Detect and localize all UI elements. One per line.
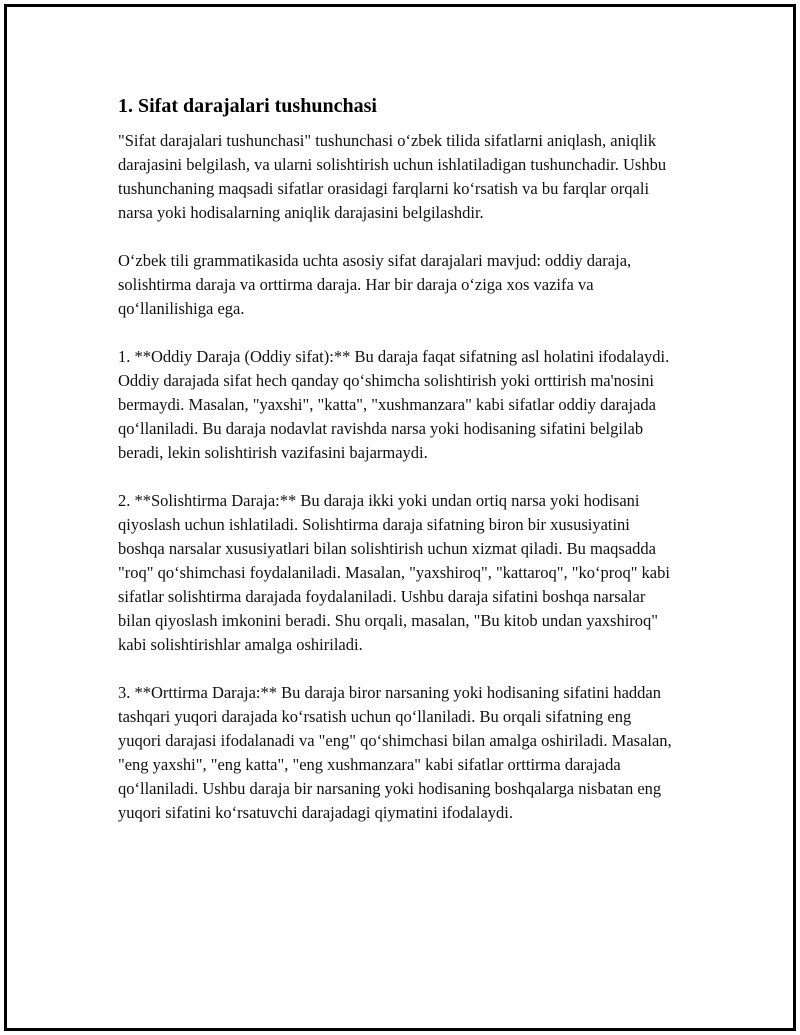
paragraph-orttirma-daraja: 3. **Orttirma Daraja:** Bu daraja biror narsaning yoki hodisaning sifatini haddan tashqari yuqori darajada ko‘rsatish uchun qo‘llaniladi. Bu orqali sifatning eng yuqori darajasi ifodalanadi va "eng" qo‘shimchasi bilan amalga oshiriladi. Masalan, "eng yaxshi", "eng katta", "eng xushmanzara" kabi sifatlar orttirma darajada qo‘llaniladi. Ushbu daraja bir narsaning yoki hodisaning boshqalarga nisbatan eng yuqori sifatini ko‘rsatuvchi darajadagi qiymatini ifodalaydi. bbox=[118, 683, 672, 822]
paragraph-overview: O‘zbek tili grammatikasida uchta asosiy sifat darajalari mavjud: oddiy daraja, solishtirma daraja va orttirma daraja. Har bir daraja o‘ziga xos vazifa va qo‘llanilishiga ega. bbox=[118, 251, 632, 318]
paragraph-intro: "Sifat darajalari tushunchasi" tushunchasi o‘zbek tilida sifatlarni aniqlash, aniqlik darajasini belgilash, va ularni solishtirish uchun ishlatiladigan tushunchadir. Ushbu tushunchaning maqsadi sifatlar orasidagi farqlarni ko‘rsatish va bu farqlar orqali narsa yoki hodisalarning aniqlik darajasini belgilashdir. bbox=[118, 131, 667, 222]
paragraph-oddiy-daraja: 1. **Oddiy Daraja (Oddiy sifat):** Bu daraja faqat sifatning asl holatini ifodalaydi. Oddiy darajada sifat hech qanday qo‘shimcha solishtirish yoki orttirish ma'nosini bermaydi. Masalan, "yaxshi", "katta", "xushmanzara" kabi sifatlar oddiy darajada qo‘llaniladi. Bu daraja nodavlat ravishda narsa yoki hodisaning sifatini belgilab beradi, lekin solishtirish vazifasini bajarmaydi. bbox=[118, 347, 670, 462]
paragraph-solishtirma-daraja: 2. **Solishtirma Daraja:** Bu daraja ikki yoki undan ortiq narsa yoki hodisani qiyoslash uchun ishlatiladi. Solishtirma daraja sifatning biron bir xususiyatini boshqa narsalar xususiyatlari bilan solishtirish uchun xizmat qiladi. Bu maqsadda "roq" qo‘shimchasi foydalaniladi. Masalan, "yaxshiroq", "kattaroq", "ko‘proq" kabi sifatlar solishtirma darajada foydalaniladi. Ushbu daraja sifatini boshqa narsalar bilan qiyoslash imkonini beradi. Shu orqali, masalan, "Bu kitob undan yaxshiroq" kabi solishtirishlar amalga oshiriladi. bbox=[118, 491, 670, 654]
section-title: 1. Sifat darajalari tushunchasi bbox=[118, 95, 377, 117]
document-body bbox=[118, 93, 678, 849]
